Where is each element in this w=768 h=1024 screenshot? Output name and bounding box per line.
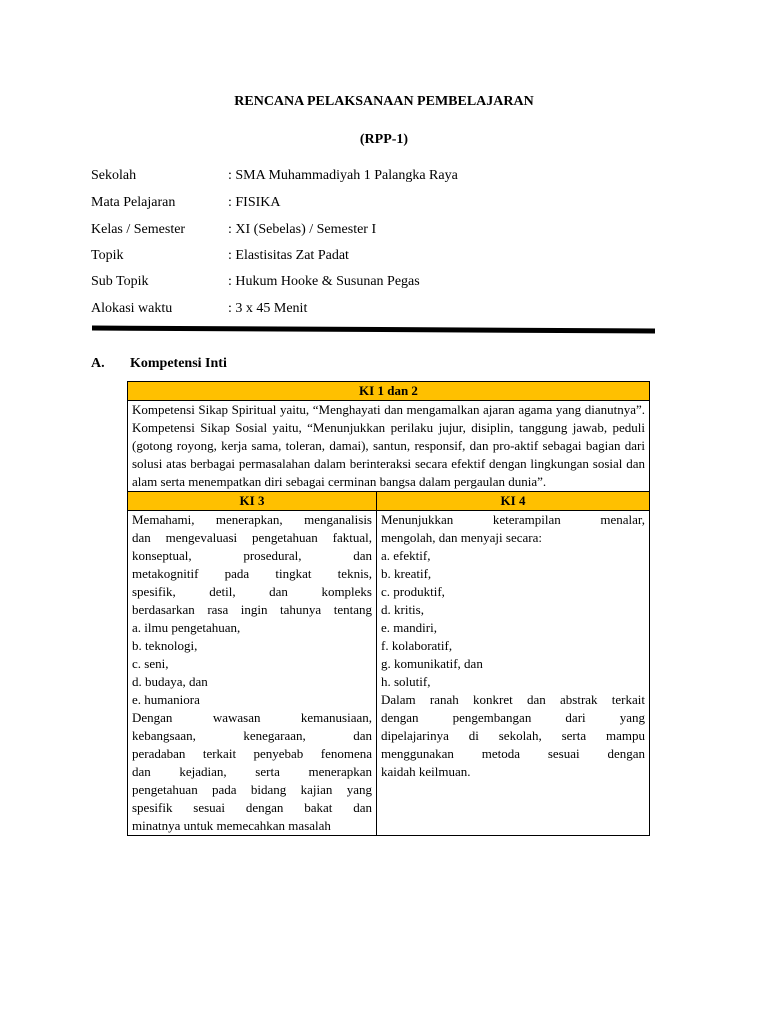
ki3-closing-line: minatnya untuk memecahkan masalah — [132, 818, 331, 833]
identity-value: : XI (Sebelas) / Semester I — [228, 222, 377, 237]
ki4-closing-line: dengan pengembangan dari yang — [381, 710, 645, 725]
ki3-list-item: b. teknologi, — [132, 638, 198, 653]
ki4-closing-line: dipelajarinya di sekolah, serta mampu — [381, 728, 645, 743]
ki4-intro-line: Menunjukkan keterampilan menalar, — [381, 512, 645, 527]
ki3-intro-line: dan mengevaluasi pengetahuan faktual, — [132, 530, 372, 545]
ki4-cell — [377, 511, 650, 836]
ki3-closing-line: kebangsaan, kenegaraan, dan — [132, 728, 372, 743]
ki3-intro-line: konseptual, prosedural, dan — [132, 548, 372, 563]
ki4-closing-line: Dalam ranah konkret dan abstrak terkait — [381, 692, 645, 707]
ki3-intro-line: Memahami, menerapkan, menganalisis — [132, 512, 372, 527]
identity-value: : SMA Muhammadiyah 1 Palangka Raya — [228, 168, 458, 183]
ki3-closing-line: spesifik sesuai dengan bakat dan — [132, 800, 372, 815]
ki3-list-item: d. budaya, dan — [132, 674, 208, 689]
ki3-closing-line: peradaban terkait penyebab fenomena — [132, 746, 372, 761]
identity-value: : FISIKA — [228, 195, 281, 210]
identity-label: Sub Topik — [91, 274, 149, 289]
ki4-closing-line: kaidah keilmuan. — [381, 764, 471, 779]
ki4-list-item: g. komunikatif, dan — [381, 656, 483, 671]
identity-label: Topik — [91, 248, 124, 263]
ki12-text: Kompetensi Sikap Spiritual yaitu, “Menghayati dan mengamalkan ajaran agama yang dianutnya”. Kompetensi Sikap Sosial yaitu, “Menunjukkan perilaku jujur, disiplin, tanggung jawab, peduli (gotong royong, kerja sama, toleran, damai), santun, responsif, dan pro-aktif sebagai bagian dari solusi atas berbagai permasalahan dalam berinteraksi secara efektif dengan lingkungan sosial dan alam serta menempatkan diri sebagai cerminan bangsa dalam pergaulan dunia”. — [128, 401, 650, 492]
ki4-closing-line: menggunakan metoda sesuai dengan — [381, 746, 645, 761]
ki3-closing-line: pengetahuan pada bidang kajian yang — [132, 782, 372, 797]
ki4-list-item: c. produktif, — [381, 584, 445, 599]
document-code: (RPP-1) — [359, 132, 409, 147]
document-title: RENCANA PELAKSANAAN PEMBELAJARAN — [234, 94, 534, 109]
identity-value: : Hukum Hooke & Susunan Pegas — [228, 274, 420, 289]
identity-label: Kelas / Semester — [91, 222, 186, 237]
identity-label: Alokasi waktu — [91, 301, 173, 316]
ki12-header: KI 1 dan 2 — [128, 382, 650, 401]
ki3-intro-line: spesifik, detil, dan kompleks — [132, 584, 372, 599]
ki3-list-item: e. humaniora — [132, 692, 200, 707]
kompetensi-inti-table — [127, 381, 650, 836]
section-number: A. — [91, 356, 105, 371]
identity-label: Sekolah — [91, 168, 137, 183]
ki4-intro-line: mengolah, dan menyaji secara: — [381, 530, 542, 545]
ki3-header: KI 3 — [128, 492, 377, 511]
ki3-list-item: c. seni, — [132, 656, 169, 671]
ki3-intro-line: metakognitif pada tingkat teknis, — [132, 566, 372, 581]
ki3-closing-line: Dengan wawasan kemanusiaan, — [132, 710, 372, 725]
identity-value: : Elastisitas Zat Padat — [228, 248, 349, 263]
ki4-list-item: d. kritis, — [381, 602, 424, 617]
section-title: Kompetensi Inti — [130, 356, 227, 371]
ki4-list-item: b. kreatif, — [381, 566, 432, 581]
ki3-list-item: a. ilmu pengetahuan, — [132, 620, 241, 635]
ki4-header: KI 4 — [377, 492, 650, 511]
identity-value: : 3 x 45 Menit — [228, 301, 308, 316]
ki4-list-item: f. kolaboratif, — [381, 638, 453, 653]
ki4-list-item: a. efektif, — [381, 548, 431, 563]
ki4-list-item: e. mandiri, — [381, 620, 437, 635]
ki4-list-item: h. solutif, — [381, 674, 431, 689]
ki3-closing-line: dan kejadian, serta menerapkan — [132, 764, 372, 779]
divider-rule — [92, 326, 655, 334]
identity-label: Mata Pelajaran — [91, 195, 176, 210]
ki3-intro-line: berdasarkan rasa ingin tahunya tentang — [132, 602, 372, 617]
ki3-cell — [128, 511, 377, 836]
